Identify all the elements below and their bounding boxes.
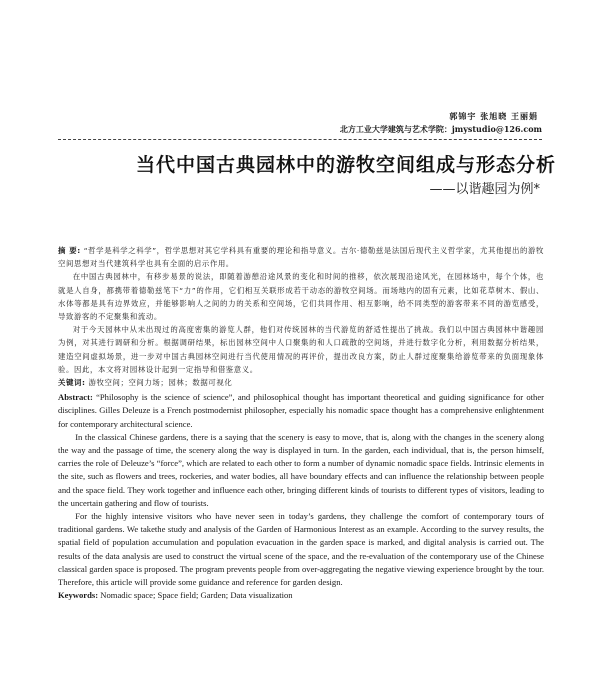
cn-keywords — [58, 376, 544, 389]
cn-keywords-label: 关键词: — [58, 378, 86, 388]
abstract-body — [58, 244, 544, 602]
cn-keywords-text: 游牧空间；空间力场；园林；数据可视化 — [88, 378, 233, 388]
header-divider — [58, 139, 542, 140]
en-abstract-para-1 — [58, 391, 544, 431]
cn-abstract-para-3: 对于今天园林中从未出现过的高度密集的游览人群，他们对传统园林的当代游览的舒适性提出了挑战。我们以中国古典园林中谐趣园为例，对其进行调研和分析。根据调研结果，标出园林空间中人口聚集的和人口疏散的空间场，并进行数字化分析，利用数据分析结果，建造空间虚拟场景，进一步对中国古典园林空间进行当代使用情况的再评价，提出改良方案，防止人群过度聚集给游览带来的负面现象体验。因此，本文将对园林设计起到一定指导和借鉴意义。 — [58, 325, 544, 374]
en-abstract-label: Abstract: — [58, 392, 93, 403]
en-abstract-text: “Philosophy is the science of science”, and philosophical thought has important theoretical and guiding significance for other disciplines. Gilles Deleuze is a French postmodernist philosopher, especially his nomadic space thought has a comprehensive enlightenment for contemporary architectural science. — [58, 392, 545, 429]
paper-title: 当代中国古典园林中的游牧空间组成与形态分析 — [135, 154, 556, 176]
en-abstract-para-2: In the classical Chinese gardens, there is a saying that the scenery is easy to move, that is, along with the changes in the scenery along the way and the passage of time, the scenery along the way is displayed in turn. In the garden, each individual, that is, the person himself, carries the role of Deleuze’s “force”, which are related to each other to form a number of dynamic nomadic space fields. Intrinsic elements in the site, such as flowers and trees, rockeries, and water bodies, all have boundary effects and can influence the relationship between people and the space field. They work together and influence each other, bringing different kinds of tourists to different types of visitors, leading to the uncertain gathering and flow of tourists. — [58, 431, 544, 508]
authors: 郭锦宇 张旭晓 王丽娟 — [449, 111, 538, 121]
en-keywords-label: Keywords: — [58, 590, 99, 601]
en-keywords — [58, 589, 544, 602]
cn-abstract-para-1 — [58, 244, 544, 270]
en-abstract-para-3: For the highly intensive visitors who have never seen in today’s gardens, they challenge the comfort of contemporary tours of traditional gardens. We takethe study and analysis of the Garden of Harmonious Interest as an example. According to the survey results, the spatial field of population accumulation and population evacuation in the garden space is marked, and digital analysis is carried out. The results of the data analysis are used to construct the virtual scene of the space, and the re-evaluation of the contemporary use of the Chinese classical garden space is proposed. The program prevents people from over-aggregating the negative viewing experience brought by the tour. Therefore, this article will provide some guidance and reference for garden design. — [58, 511, 544, 588]
cn-abstract-text: “哲学是科学之科学”，哲学思想对其它学科具有重要的理论和指导意义。吉尔·德勒兹是法国后现代主义哲学家，尤其他提出的游牧空间思想对当代建筑科学也具有全面的启示作用。 — [58, 246, 544, 269]
paper-subtitle: ——以谐趣园为例* — [429, 182, 540, 197]
cn-abstract-para-2: 在中国古典园林中，有移步易景的说法，即随着游憩沿途风景的变化和时间的推移，依次展现沿途风光，在园林场中，每个个体，也就是人自身，都携带着德勒兹笔下“力”的作用，它们相互关联形成若干动态的游牧空间场。而场地内的固有元素，比如花草树木、假山、水体等都是具有边界效应，并能够影响人之间的力的关系和空间场，它们共同作用、相互影响，给不同类型的游客带来不同的游览感受，导致游客的不定聚集和流动。 — [58, 272, 544, 322]
en-keywords-text: Nomadic space; Space field; Garden; Data visualization — [100, 590, 293, 601]
affiliation: 北方工业大学建筑与艺术学院：jmystudio@126.com — [339, 124, 542, 134]
cn-abstract-label: 摘 要: — [58, 246, 81, 255]
